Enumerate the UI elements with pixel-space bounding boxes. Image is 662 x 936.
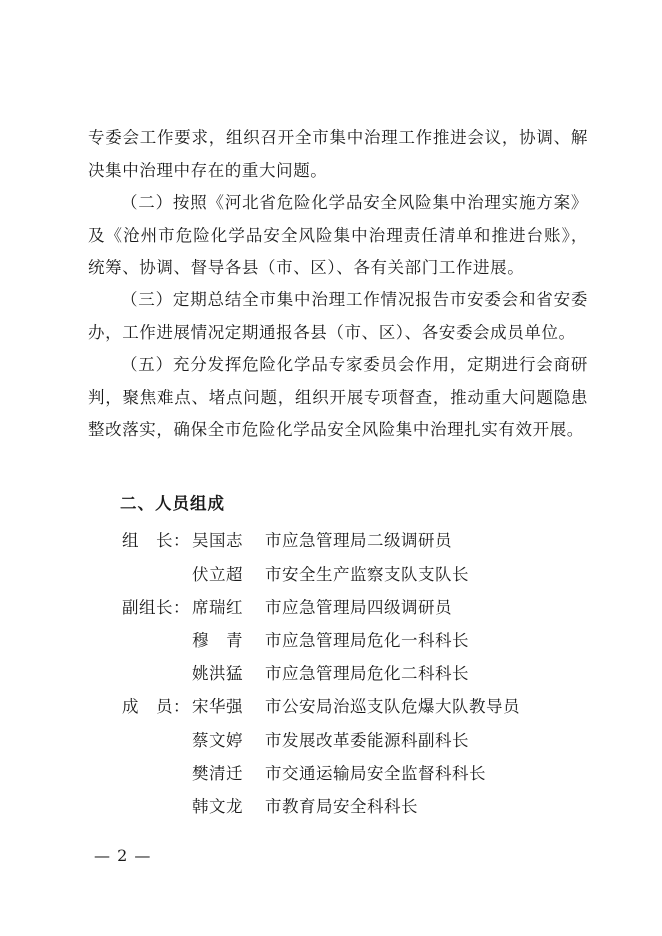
member-title: 市交通运输局安全监督科科长	[265, 764, 486, 783]
page-number: — 2 —	[94, 846, 152, 865]
member-title: 市应急管理局四级调研员	[265, 598, 452, 617]
member-name: 吴国志	[192, 531, 243, 550]
member-title: 市公安局治巡支队危爆大队教导员	[265, 697, 520, 716]
member-name: 樊清迁	[192, 764, 243, 783]
member-role: 副组长：	[122, 598, 190, 617]
paragraph-item-5: （五）充分发挥危险化学品专家委员会作用，定期进行会商研判，聚焦难点、堵点问题，组织开展专项督查，推动重大问题隐患整改落实，确保全市危险化学品安全风险集中治理扎实有效开展。	[88, 355, 588, 439]
member-name: 姚洪猛	[192, 664, 243, 683]
member-name: 伏立超	[192, 565, 243, 584]
section-heading: 二、人员组成	[120, 494, 225, 513]
member-title: 市应急管理局二级调研员	[265, 531, 452, 550]
member-role: 成 员：	[122, 697, 190, 716]
paragraph-continuation: 专委会工作要求，组织召开全市集中治理工作推进会议，协调、解决集中治理中存在的重大问题。	[88, 128, 588, 180]
member-name: 穆 青	[192, 631, 243, 650]
member-title: 市应急管理局危化一科科长	[265, 631, 469, 650]
member-title: 市教育局安全科科长	[265, 797, 418, 816]
paragraph-item-2: （二）按照《河北省危险化学品安全风险集中治理实施方案》及《沧州市危险化学品安全风险集中治理责任清单和推进台账》，统筹、协调、督导各县（市、区）、各有关部门工作进展。	[88, 193, 588, 277]
paragraph-item-3: （三）定期总结全市集中治理工作情况报告市安委会和省安委办，工作进展情况定期通报各县（市、区）、各安委会成员单位。	[88, 290, 588, 342]
member-name: 韩文龙	[192, 797, 243, 816]
member-name: 宋华强	[192, 697, 243, 716]
member-name: 席瑞红	[192, 598, 243, 617]
member-title: 市发展改革委能源科副科长	[265, 731, 469, 750]
member-title: 市应急管理局危化二科科长	[265, 664, 469, 683]
member-name: 蔡文婷	[192, 731, 243, 750]
member-role: 组 长：	[122, 531, 190, 550]
member-title: 市安全生产监察支队支队长	[265, 565, 469, 584]
